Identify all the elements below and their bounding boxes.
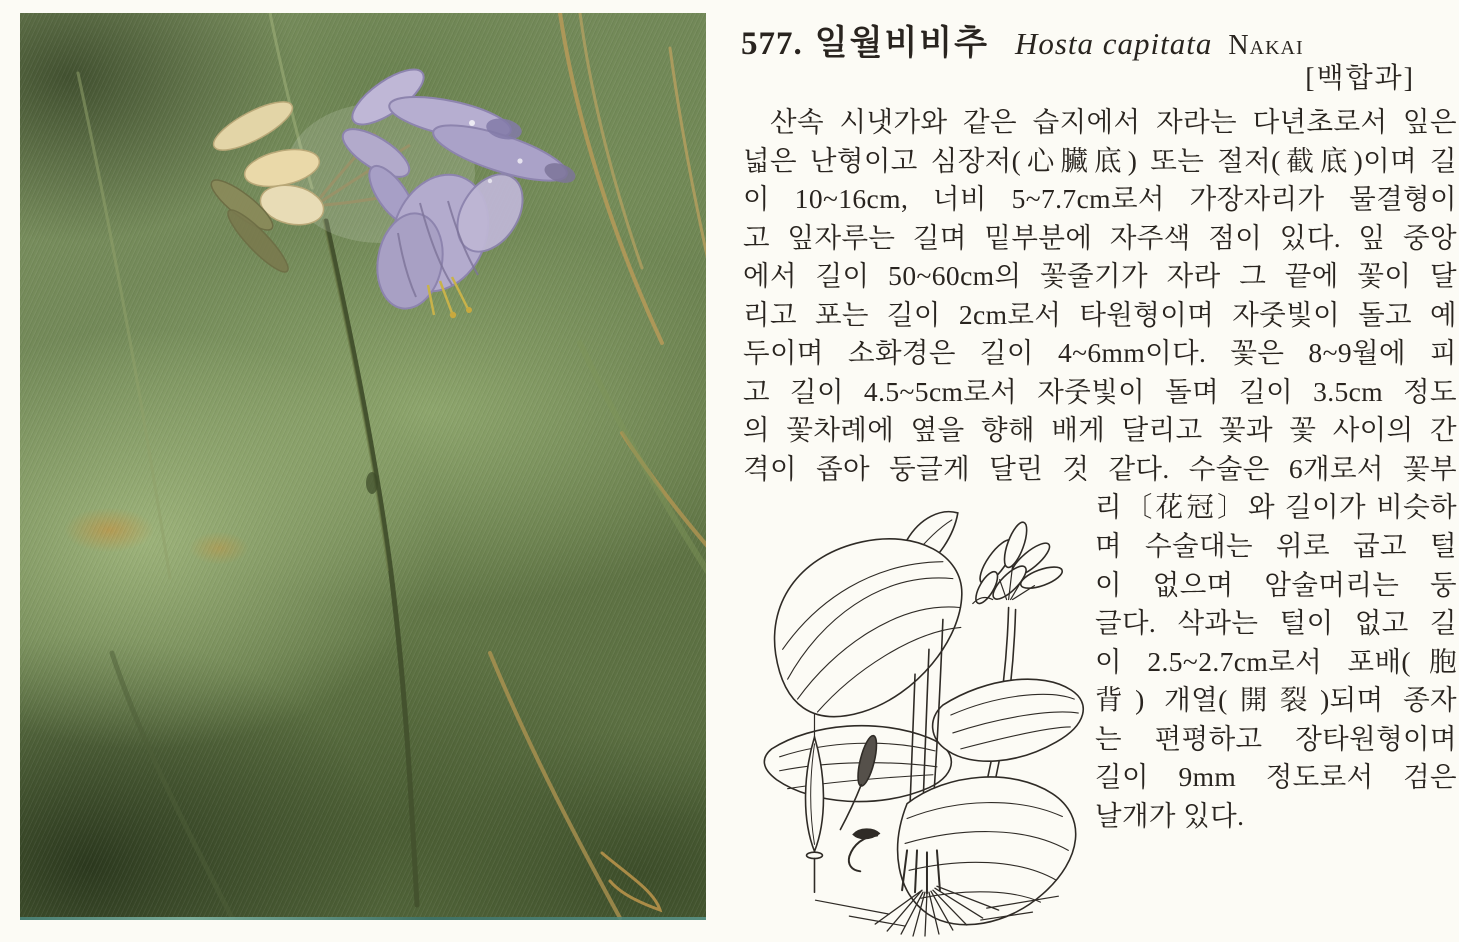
text-line: 의 꽃차례에 옆을 향해 배게 달리고 꽃과 꽃 사이의 간 [743, 414, 1457, 446]
text-line: 길이 9mm 정도로서 검은 [1095, 761, 1457, 793]
text-line: 이 없으며 암술머리는 둥 [1095, 568, 1457, 600]
photo-bottom-edge [20, 917, 706, 920]
botanical-illustration [757, 500, 1087, 938]
author-name: Nakai [1228, 30, 1304, 61]
text-line: 리고 포는 길이 2cm로서 타원형이며 자줏빛이 돌고 예 [743, 298, 1457, 330]
entry-number: 577. [741, 26, 803, 62]
text-line: 날개가 있다. [1095, 799, 1245, 831]
text-line: 이 10~16cm, 너비 5~7.7cm로서 가장자리가 물결형이 [743, 183, 1457, 215]
plant-photo-overlay [20, 13, 706, 920]
text-line: 글다. 삭과는 털이 없고 길 [1095, 607, 1457, 639]
text-line: 고 길이 4.5~5cm로서 자줏빛이 돌며 길이 3.5cm 정도 [743, 375, 1457, 407]
text-line: 격이 좁아 둥글게 달린 것 같다. 수술은 6개로서 꽃부 [743, 452, 1457, 484]
text-line: 이 2.5~2.7cm로서 포배(胞 [1095, 645, 1457, 677]
text-line: 산속 시냇가와 같은 습지에서 자라는 다년초로서 잎은 [770, 106, 1457, 137]
plant-photo [20, 13, 706, 920]
text-line: 며 수술대는 위로 굽고 털 [1095, 530, 1457, 562]
text-line: 고 잎자루는 길며 밑부분에 자주색 점이 있다. 잎 중앙 [743, 221, 1457, 253]
latin-name: Hosta capitata [1014, 26, 1213, 61]
family-label: [백합과] [1305, 63, 1415, 94]
entry-title [741, 15, 1304, 64]
text-line: 背) 개열(開裂)되며 종자 [1095, 684, 1457, 716]
text-line: 두이며 소화경은 길이 4~6mm이다. 꽃은 8~9월에 피 [743, 337, 1457, 369]
text-line: 에서 길이 50~60cm의 꽃줄기가 자라 그 끝에 꽃이 달 [743, 260, 1457, 292]
text-line: 넓은 난형이고 심장저(心臟底) 또는 절저(截底)이며 길 [743, 144, 1457, 176]
text-line: 리〔花冠〕와 길이가 비슷하 [1095, 491, 1457, 523]
korean-name: 일월비비추 [814, 24, 989, 62]
text-line: 는 편평하고 장타원형이며 [1095, 722, 1457, 754]
